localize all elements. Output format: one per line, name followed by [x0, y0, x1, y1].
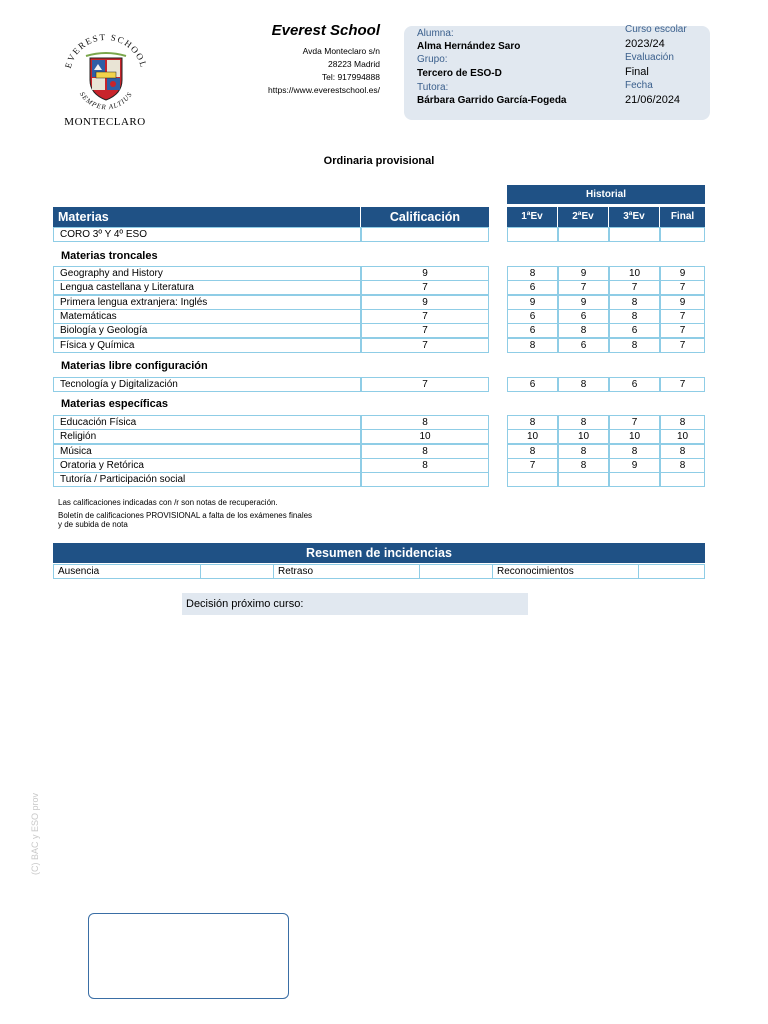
ev2-cell: 6	[558, 309, 609, 324]
reconocimientos-label: Reconocimientos	[492, 564, 639, 579]
section-title: Materias específicas	[61, 398, 169, 410]
grade-cell: 7	[361, 309, 489, 324]
final-cell: 9	[660, 266, 705, 281]
ev2-header: 2ªEv	[558, 207, 608, 227]
note-provisional: Boletín de calificaciones PROVISIONAL a falta de los exámenes finales	[58, 511, 313, 520]
reconocimientos-value	[638, 564, 705, 579]
retraso-label: Retraso	[273, 564, 420, 579]
tutora-value: Bárbara Garrido García-Fogeda	[417, 95, 567, 106]
final-header: Final	[660, 207, 705, 227]
coro-ev3-cell	[609, 227, 660, 242]
tutora-label: Tutora:	[417, 82, 449, 93]
final-cell: 7	[660, 323, 705, 338]
section-title: Materias troncales	[61, 250, 158, 262]
ev2-cell: 9	[558, 266, 609, 281]
subject-cell: Tutoría / Participación social	[53, 472, 361, 487]
ev2-cell: 10	[558, 429, 609, 444]
materias-header: Materias	[53, 207, 360, 227]
grade-cell: 8	[361, 415, 489, 430]
fecha-label: Fecha	[625, 80, 653, 91]
logo-subtitle: MONTECLARO	[64, 116, 146, 128]
final-cell: 8	[660, 415, 705, 430]
ev2-cell: 8	[558, 444, 609, 459]
evaluacion-value: Final	[625, 66, 649, 78]
ev2-cell: 8	[558, 323, 609, 338]
grade-cell: 8	[361, 444, 489, 459]
grade-cell: 7	[361, 280, 489, 295]
ev3-cell: 8	[609, 295, 660, 310]
historial-header: Historial	[507, 185, 705, 204]
grade-cell: 7	[361, 377, 489, 392]
school-website[interactable]: https://www.everestschool.es/	[268, 85, 380, 95]
note-recuperacion: Las calificaciones indicadas con /r son notas de recuperación.	[58, 498, 278, 507]
ev3-cell: 10	[609, 429, 660, 444]
ev2-cell: 9	[558, 295, 609, 310]
final-cell: 7	[660, 280, 705, 295]
coro-ev2-cell	[558, 227, 609, 242]
curso-value: 2023/24	[625, 38, 665, 50]
logo-top-text: EVEREST SCHOOL	[62, 31, 150, 70]
ev1-cell: 6	[507, 377, 558, 392]
ev3-cell: 8	[609, 338, 660, 353]
final-cell	[660, 472, 705, 487]
logo-motto: SEMPER ALTIUS	[77, 90, 135, 112]
subject-cell: Oratoria y Retórica	[53, 458, 361, 473]
final-cell: 10	[660, 429, 705, 444]
ev1-cell: 9	[507, 295, 558, 310]
ausencia-value	[200, 564, 274, 579]
ev3-cell: 8	[609, 444, 660, 459]
section-title: Materias libre configuración	[61, 360, 208, 372]
alumna-value: Alma Hernández Saro	[417, 41, 521, 52]
ev3-cell: 10	[609, 266, 660, 281]
subject-cell: Lengua castellana y Literatura	[53, 280, 361, 295]
incidencias-header: Resumen de incidencias	[53, 543, 705, 563]
grade-cell: 7	[361, 323, 489, 338]
grupo-label: Grupo:	[417, 54, 448, 65]
evaluacion-label: Evaluación	[625, 52, 674, 63]
copyright-watermark: (C) BAC y ESO prov	[30, 792, 40, 875]
school-name: Everest School	[271, 22, 380, 39]
retraso-value	[419, 564, 493, 579]
ev3-cell: 6	[609, 323, 660, 338]
ev3-cell: 7	[609, 415, 660, 430]
student-info-box	[404, 26, 710, 120]
subject-cell: Primera lengua extranjera: Inglés	[53, 295, 361, 310]
note-provisional-cont: y de subida de nota	[58, 520, 128, 529]
school-logo	[58, 28, 154, 128]
subject-cell: Educación Física	[53, 415, 361, 430]
final-cell: 7	[660, 309, 705, 324]
decision-proximo-curso: Decisión próximo curso:	[182, 593, 528, 615]
ev1-cell: 10	[507, 429, 558, 444]
final-cell: 9	[660, 295, 705, 310]
ev2-cell: 7	[558, 280, 609, 295]
ev1-cell: 8	[507, 444, 558, 459]
ausencia-label: Ausencia	[53, 564, 201, 579]
coro-row: CORO 3º Y 4º ESO	[53, 227, 361, 242]
grupo-value: Tercero de ESO-D	[417, 68, 502, 79]
ev3-cell: 8	[609, 309, 660, 324]
grade-cell: 9	[361, 266, 489, 281]
grade-cell	[361, 472, 489, 487]
subject-cell: Matemáticas	[53, 309, 361, 324]
ev1-cell: 6	[507, 280, 558, 295]
coro-final-cell	[660, 227, 705, 242]
fecha-value: 21/06/2024	[625, 94, 681, 106]
ev1-cell: 8	[507, 338, 558, 353]
ev1-cell: 7	[507, 458, 558, 473]
final-cell: 7	[660, 338, 705, 353]
school-phone: Tel: 917994888	[321, 72, 380, 82]
subject-cell: Música	[53, 444, 361, 459]
ev3-cell: 6	[609, 377, 660, 392]
alumna-label: Alumna:	[417, 28, 454, 39]
subject-cell: Tecnología y Digitalización	[53, 377, 361, 392]
grade-cell: 9	[361, 295, 489, 310]
subject-cell: Religión	[53, 429, 361, 444]
school-address-line1: Avda Monteclaro s/n	[302, 46, 380, 56]
ev1-cell: 8	[507, 415, 558, 430]
ev2-cell: 6	[558, 338, 609, 353]
final-cell: 8	[660, 458, 705, 473]
ev2-cell: 8	[558, 415, 609, 430]
coro-ev1-cell	[507, 227, 558, 242]
document-title: Ordinaria provisional	[323, 155, 435, 167]
ev3-cell: 7	[609, 280, 660, 295]
ev1-cell: 8	[507, 266, 558, 281]
calificacion-header: Calificación	[361, 207, 489, 227]
grade-cell: 7	[361, 338, 489, 353]
final-cell: 8	[660, 444, 705, 459]
ev3-header: 3ªEv	[609, 207, 659, 227]
final-cell: 7	[660, 377, 705, 392]
ev2-cell: 8	[558, 377, 609, 392]
ev2-cell	[558, 472, 609, 487]
ev1-cell: 6	[507, 323, 558, 338]
coro-grade-cell	[361, 227, 489, 242]
signature-stamp-box	[88, 913, 289, 999]
curso-label: Curso escolar	[625, 24, 687, 35]
ev3-cell: 9	[609, 458, 660, 473]
ev3-cell	[609, 472, 660, 487]
subject-cell: Geography and History	[53, 266, 361, 281]
subject-cell: Biología y Geología	[53, 323, 361, 338]
ev2-cell: 8	[558, 458, 609, 473]
grade-cell: 8	[361, 458, 489, 473]
school-address-line2: 28223 Madrid	[328, 59, 380, 69]
ev1-cell: 6	[507, 309, 558, 324]
ev1-cell	[507, 472, 558, 487]
grade-cell: 10	[361, 429, 489, 444]
ev1-header: 1ªEv	[507, 207, 557, 227]
subject-cell: Física y Química	[53, 338, 361, 353]
